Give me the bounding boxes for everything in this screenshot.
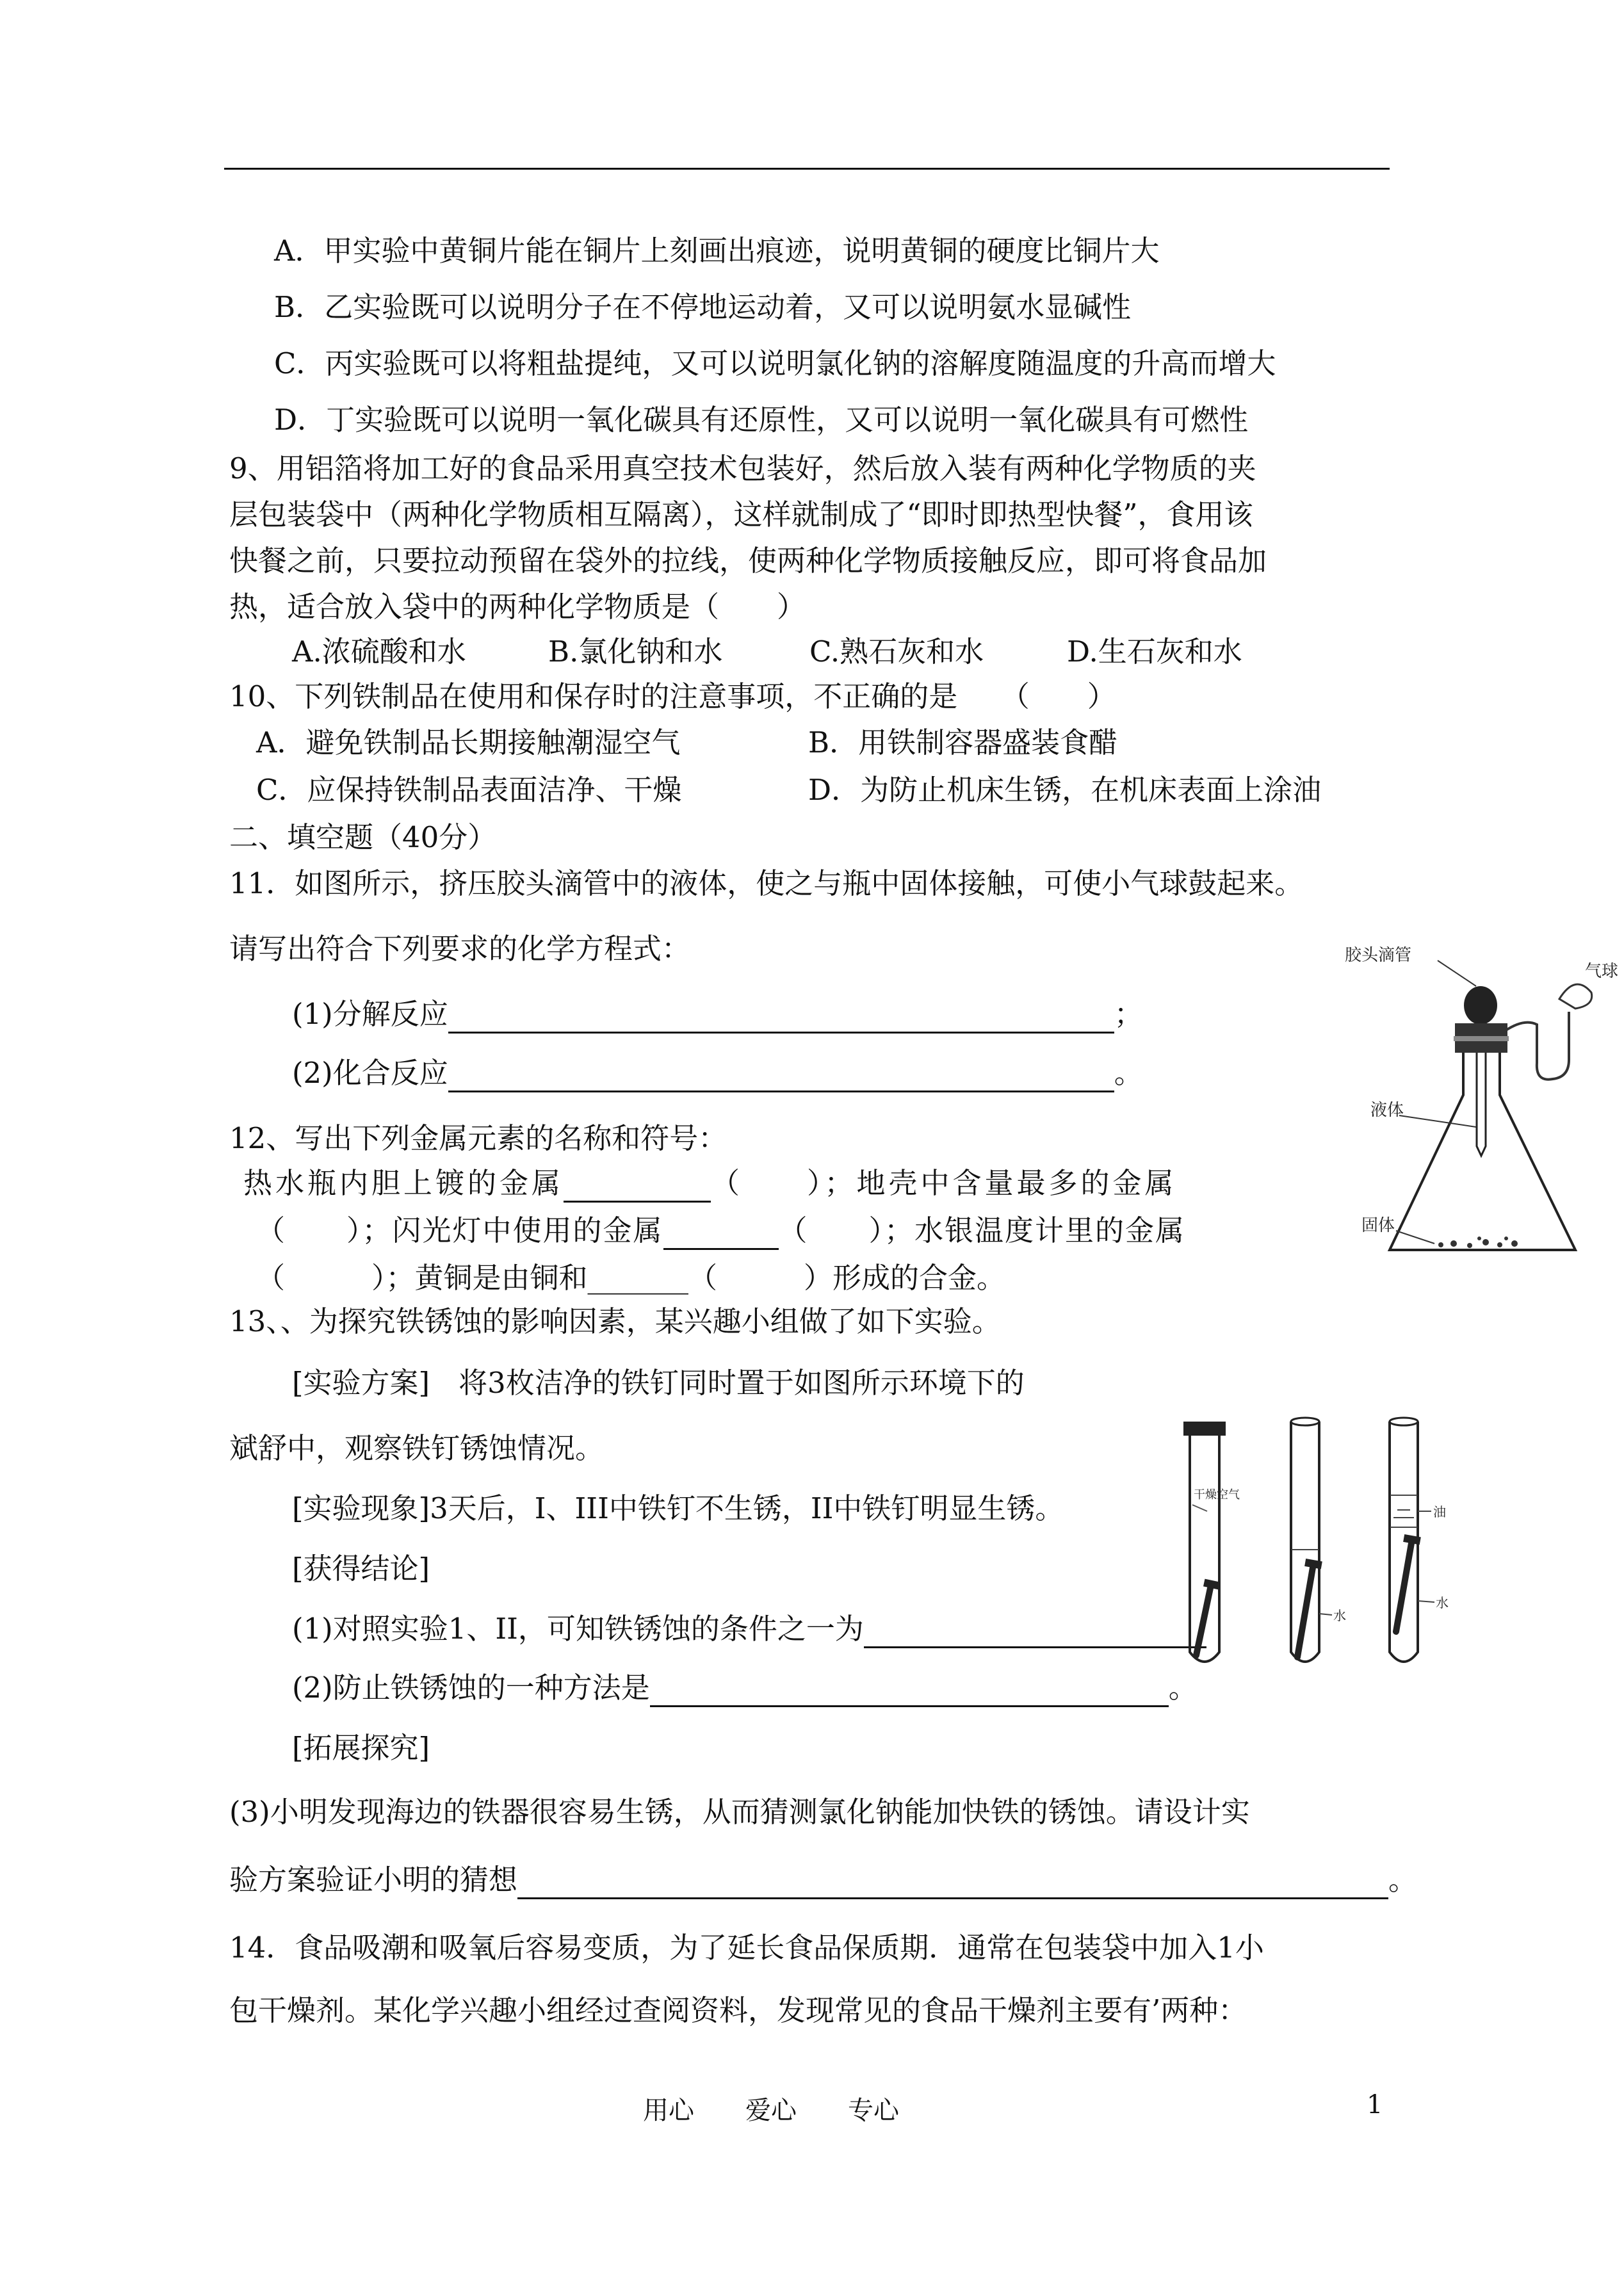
dropper-label: 胶头滴管 [1345,946,1412,965]
balloon-tube [1505,1012,1569,1080]
q13-stem: 13、、为探究铁锈蚀的影响因素，某兴趣小组做了如下实验。 [229,1304,1001,1338]
q13-plan-line2: 斌舒中，观察铁钉锈蚀情况。 [229,1431,605,1465]
q11-item1-end: ； [1114,997,1143,1031]
page-number: 1 [1367,2090,1383,2120]
q9-line3: 快餐之前，只要拉动预留在袋外的拉线，使两种化学物质接触反应，即可将食品加 [229,544,1267,578]
q12-line2-part-a: （ ）；闪光灯中使用的金属 [256,1213,663,1247]
solid-label-line [1396,1231,1434,1244]
dry-air-label: 干燥空气 [1194,1488,1240,1502]
q12-blank-2[interactable] [663,1216,779,1250]
tube-1 [1183,1422,1240,1662]
q10-option-c: C．应保持铁制品表面洁净、干燥 [256,773,682,807]
nail-1 [1196,1588,1210,1655]
solid-particles [1438,1237,1518,1248]
q13-item3-line2 [229,1861,1417,1899]
q11-line2: 请写出符合下列要求的化学方程式： [229,932,691,966]
balloon [1559,984,1592,1009]
q13-phenomenon: [实验现象]3天后，I、III中铁钉不生锈，II中铁钉明显生锈。 [292,1491,1064,1525]
water-label-2: 水 [1436,1595,1449,1610]
q10-option-b: B．用铁制容器盛装食醋 [808,726,1118,759]
q13-item2 [292,1669,1198,1707]
q11-item2-end: 。 [1114,1056,1143,1090]
q13-item1 [292,1610,1206,1648]
q9-option-a: A.浓硫酸和水 [292,635,466,669]
q10-stem: 10、下列铁制品在使用和保存时的注意事项，不正确的是 （ ） [229,679,1116,713]
q12-line1-part-a: 热水瓶内胆上镀的金属 [243,1166,564,1200]
q13-extend-heading: [拓展探究] [292,1731,430,1765]
q13-conclusion-heading: [获得结论] [292,1552,430,1585]
dropper-tube [1477,1053,1486,1156]
q13-plan-line1: [实验方案] 将3枚洁净的铁钉同时置于如图所示环境下的 [292,1366,1025,1400]
q12-line2-part-b: （ ）；水银温度计里的金属 [778,1213,1186,1247]
q13-item3-line1: (3)小明发现海边的铁器很容易生锈，从而猜测氯化钠能加快铁的锈蚀。请设计实 [229,1795,1250,1829]
q13-item3-label: 验方案验证小明的猜想 [229,1863,518,1897]
q9-line2: 层包装袋中（两种化学物质相互隔离），这样就制成了“即时即热型快餐”，食用该 [229,498,1253,531]
q8-option-d: D．丁实验既可以说明一氧化碳具有还原性，又可以说明一氧化碳具有可燃性 [274,403,1249,437]
liquid-label-line [1399,1115,1476,1127]
test-tubes-figure [1172,1409,1479,1678]
q9-line1: 9、用铝箔将加工好的食品采用真空技术包装好，然后放入装有两种化学物质的夹 [229,451,1256,485]
liquid-label: 液体 [1370,1101,1404,1120]
stopper-ring [1454,1036,1509,1041]
header-rule [224,168,1390,170]
q12-line1 [243,1164,1177,1203]
q9-option-d: D.生石灰和水 [1067,635,1242,669]
q12-stem: 12、写出下列金属元素的名称和符号： [229,1121,727,1155]
tube-3 [1390,1418,1449,1662]
footer-motto: 用心 爱心 专心 [643,2096,899,2125]
q13-answer1-blank[interactable] [864,1614,1206,1648]
q13-answer3-blank[interactable] [517,1865,1388,1899]
q13-answer2-blank[interactable] [650,1673,1169,1707]
q9-option-c: C.熟石灰和水 [809,635,984,669]
q11-item1 [292,995,1143,1034]
q11-item1-label: (1)分解反应 [292,997,448,1031]
nail-2 [1297,1568,1313,1657]
q11-item2 [292,1054,1143,1092]
q9-line4: 热，适合放入袋中的两种化学物质是（ ） [229,590,806,624]
q8-option-a: A．甲实验中黄铜片能在铜片上刻画出痕迹，说明黄铜的硬度比铜片大 [274,234,1160,268]
dropper-label-line [1438,961,1476,986]
q14-line2: 包干燥剂。某化学兴趣小组经过查阅资料，发现常见的食品干燥剂主要有’两种： [229,1993,1247,2027]
q11-answer2-blank[interactable] [448,1058,1114,1092]
tube-2 [1291,1418,1346,1662]
q12-line1-part-b: （ ）；地壳中含量最多的金属 [711,1166,1177,1200]
q10-option-d: D．为防止机床生锈，在机床表面上涂油 [808,773,1322,807]
q10-option-a: A．避免铁制品长期接触潮湿空气 [256,726,681,759]
nail-3 [1396,1543,1411,1632]
solid-label: 固体 [1361,1216,1395,1235]
dropper-bulb [1464,986,1497,1025]
q12-line3: （ ）；黄铜是由铜和_______（ ）形成的合金。 [256,1261,1006,1295]
q8-option-b: B．乙实验既可以说明分子在不停地运动着，又可以说明氨水显碱性 [274,290,1132,324]
q9-option-b: B.氯化钠和水 [548,635,723,669]
q8-option-c: C．丙实验既可以将粗盐提纯，又可以说明氯化钠的溶解度随温度的升高而增大 [274,346,1276,380]
balloon-label: 气球 [1585,962,1619,981]
q13-item1-label: (1)对照实验1、II，可知铁锈蚀的条件之一为 [292,1612,864,1646]
oil-label: 油 [1433,1504,1446,1520]
q13-item3-end: 。 [1388,1863,1418,1897]
flask-balloon-figure [1332,935,1619,1268]
q12-blank-1[interactable] [564,1169,711,1203]
q11-item2-label: (2)化合反应 [292,1056,448,1090]
water-label-1: 水 [1333,1608,1346,1623]
q13-item2-label: (2)防止铁锈蚀的一种方法是 [292,1671,650,1705]
q11-line1: 11．如图所示，挤压胶头滴管中的液体，使之与瓶中固体接触，可使小气球鼓起来。 [229,866,1304,900]
q14-line1: 14．食品吸潮和吸氧后容易变质，为了延长食品保质期．通常在包装袋中加入1小 [229,1931,1264,1965]
q13-item2-end: 。 [1168,1671,1198,1705]
section-title: 二、填空题（40分） [229,820,497,854]
q12-line2 [256,1212,1185,1250]
q11-answer1-blank[interactable] [448,1000,1114,1034]
